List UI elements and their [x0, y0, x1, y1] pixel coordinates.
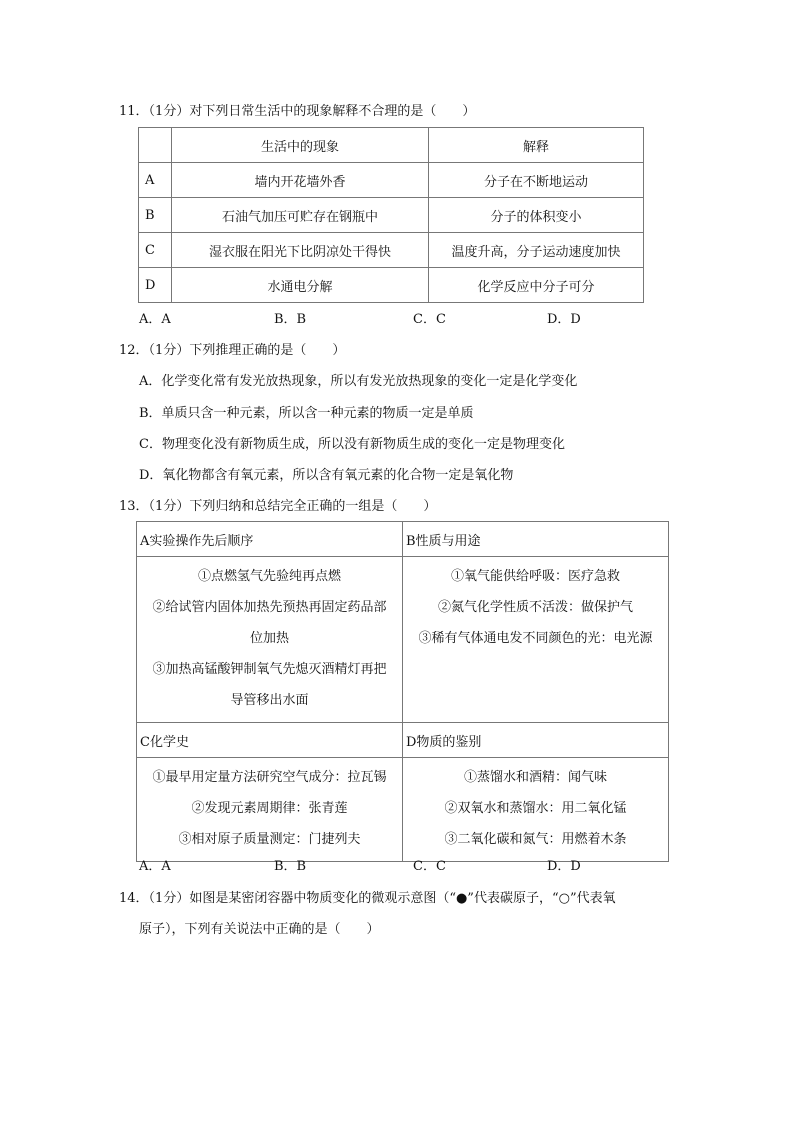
cell-d-head: D物质的鉴别 [403, 723, 669, 758]
q11-option-d: D．D [547, 312, 581, 327]
table-row [137, 723, 669, 758]
cell-line: ③相对原子质量测定：门捷列夫 [178, 832, 361, 847]
q12-choice-d: D．氧化物都含有氧元素，所以含有氧元素的化合物一定是氧化物 [139, 468, 514, 483]
row-label: D [139, 268, 172, 303]
cell-line: ①点燃氢气先验纯再点燃 [197, 569, 341, 584]
cell-line: ②给试管内固体加热先预热再固定药品部 [152, 600, 387, 615]
q13-option-c: C．C [413, 859, 446, 874]
cell-line: ③二氧化碳和氮气：用燃着木条 [444, 832, 627, 847]
table-row [139, 198, 644, 233]
cell-line: ②双氧水和蒸馏水：用二氧化锰 [444, 801, 627, 816]
table-row [139, 163, 644, 198]
q13-option-a: A．A [139, 859, 171, 874]
explanation-cell: 温度升高，分子运动速度加快 [429, 233, 644, 268]
cell-line: ①氧气能供给呼吸：医疗急救 [450, 569, 620, 584]
cell-line: ③加热高锰酸钾制氧气先熄灭酒精灯再把 [152, 662, 387, 677]
q11-option-b: B．B [274, 312, 307, 327]
q13-option-b: B．B [274, 859, 307, 874]
cell-a-head: A实验操作先后顺序 [137, 522, 403, 557]
q13-option-d: D．D [547, 859, 581, 874]
q12-choice-a: A．化学变化常有发光放热现象，所以有发光放热现象的变化一定是化学变化 [139, 374, 578, 389]
table-row [139, 128, 644, 163]
q12-choice-c: C．物理变化没有新物质生成，所以没有新物质生成的变化一定是物理变化 [139, 437, 565, 452]
cell-line: ②发现元素周期律：张青莲 [191, 801, 348, 816]
table-row [137, 758, 669, 862]
q11-option-c: C．C [413, 312, 446, 327]
table-row [139, 233, 644, 268]
cell-c-body [137, 758, 403, 862]
explanation-cell: 分子的体积变小 [429, 198, 644, 233]
q12-choice-b: B．单质只含一种元素，所以含一种元素的物质一定是单质 [139, 406, 474, 421]
cell-b-head: B性质与用途 [403, 522, 669, 557]
phenomenon-cell: 石油气加压可贮存在钢瓶中 [172, 198, 429, 233]
explanation-cell: 化学反应中分子可分 [429, 268, 644, 303]
phenomenon-cell: 水通电分解 [172, 268, 429, 303]
cell-line: ①蒸馏水和酒精：闻气味 [463, 770, 607, 785]
table-header-phenomenon: 生活中的现象 [172, 128, 429, 163]
cell-d-body [403, 758, 669, 862]
q11-table [138, 127, 644, 303]
cell-line: ①最早用定量方法研究空气成分：拉瓦锡 [152, 770, 387, 785]
q14-stem-line2: 原子），下列有关说法中正确的是（ ） [139, 922, 380, 937]
row-label: B [139, 198, 172, 233]
cell-c-head: C化学史 [137, 723, 403, 758]
table-cell-empty [139, 128, 172, 163]
q11-option-a: A．A [139, 312, 171, 327]
explanation-cell: 分子在不断地运动 [429, 163, 644, 198]
table-row [137, 557, 669, 723]
q11-stem: 11．（1分）对下列日常生活中的现象解释不合理的是（ ） [119, 104, 476, 119]
row-label: C [139, 233, 172, 268]
q13-table [136, 521, 669, 862]
phenomenon-cell: 湿衣服在阳光下比阴凉处干得快 [172, 233, 429, 268]
cell-line: ②氮气化学性质不活泼：做保护气 [437, 600, 633, 615]
row-label: A [139, 163, 172, 198]
q14-stem-line1: 14．（1分）如图是某密闭容器中物质变化的微观示意图（“●”代表碳原子，“○”代表氧 [119, 891, 616, 906]
cell-line: 导管移出水面 [230, 693, 309, 708]
cell-a-body [137, 557, 403, 723]
cell-b-body [403, 557, 669, 723]
table-row [139, 268, 644, 303]
table-row [137, 522, 669, 557]
q13-stem: 13．（1分）下列归纳和总结完全正确的一组是（ ） [119, 499, 437, 514]
phenomenon-cell: 墙内开花墙外香 [172, 163, 429, 198]
q12-stem: 12．（1分）下列推理正确的是（ ） [119, 343, 346, 358]
table-header-explanation: 解释 [429, 128, 644, 163]
cell-line: ③稀有气体通电发不同颜色的光：电光源 [418, 631, 653, 646]
cell-line: 位加热 [249, 631, 289, 646]
